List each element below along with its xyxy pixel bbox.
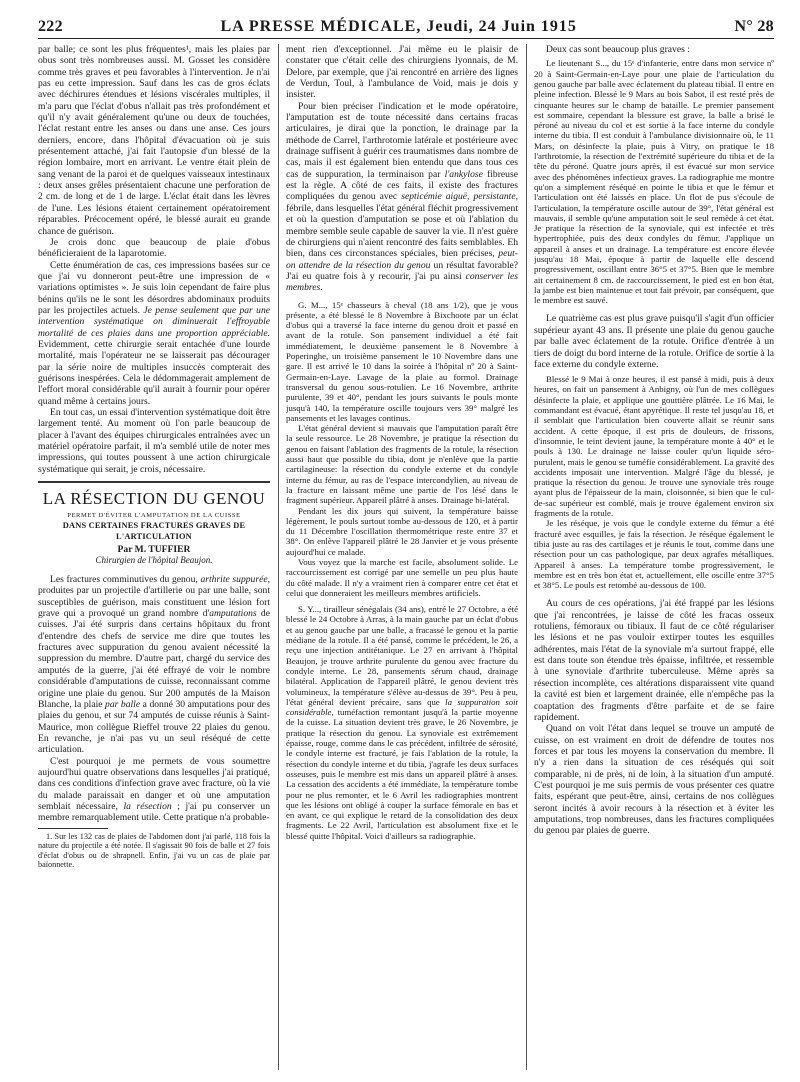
paragraph: Au cours de ces opérations, j'ai été frappé par les lésions que j'ai rencontrées, je laisse de côté les fracas osseux rotuliens, fémoraux ou tibiaux. Il faut de ce côté régulariser les lésions et ne pas vouloir extirper toutes les esquilles adhérentes, mais l'état de la synoviale m'a surtout frappé, elle est dans toute son étendue très épaisse, infiltrée, et ressemble à une synoviale d'arthrite tuberculeuse. Même après sa résection incomplète, ces altérations disparaissent vite quand la cavité est bien et largement drainée, elle n'empêche pas la coaptation des fragments d'être parfaite et de se faire rapidement. — [534, 598, 774, 723]
observation-1: L'état général devient si mauvais que l'amputation paraît être la seule ressource. Le 28 Novembre, je pratique la résection du genou en faisant l'ablation des fragments de la rotule, la résection aussi haut que possible du tibia, dont je n'enlève que la partie cartilagineuse: la résection du condyle externe et du condyle interne du fémur, au ras de l'espace intercondylien, au niveau de la fracture en laissant même une partie de l'os lésé dans le fragment supérieur. Appareil plâtré à anses. Drainage bi-latéral. — [286, 423, 518, 506]
observation-4: Blessé le 9 Mai à onze heures, il est pansé à midi, puis à deux heures, on fait un pansement à Anbigny, où l'un de mes collègues désinfecte la plaie, et applique une gouttière plâtrée. Le 16 Mai, le commandant est évacué, étant apyrétique. Il reste tel jusqu'au 18, et il semblait que l'articulation bien couverte allait se réunir sans accident. A cette époque, il est pris de douleurs, de frissons, d'insomnie, le teint devient jaune, la température monte à 40° et le pouls à 130. Le drainage ne laisse couler qu'un liquide séro-purulent, mais le genou se tuméfie considérablement. La gravité des accidents imposait une intervention. Malgré l'âge du blessé, je pratique la résection du genou. Je trouve une synoviale très rouge ayant plus de l'épaisseur de la main, cloisonnée, si bien que le cul-de-sac supérieur est comblé, mais je trouve également environ six fragments de la rotule. — [534, 374, 774, 519]
paragraph: Deux cas sont beaucoup plus graves : — [546, 44, 690, 55]
author-affiliation: Chirurgien de l'hôpital Beaujon. — [95, 555, 213, 566]
footnote-rule — [38, 828, 108, 829]
article-subtitle-2: DANS CERTAINES FRACTURES GRAVES DE L'ARTICULATION — [62, 521, 246, 542]
column-1 — [38, 44, 270, 1070]
paragraph: Quand on voit l'état dans lequel se trouve un amputé de cuisse, on est vraiment en droit de défendre de toutes nos forces et par tous les moyens la conservation du membre. Il n'y a rien dans la situation de ces réséqués qui soit comparable, ni de près, ni de loin, à la situation d'un amputé. C'est pourquoi je me suis permis de vous présenter ces quatre faits, espérant que peut-être, ainsi, certains de nos collègues seront incités à avoir recours à la résection et à éviter les amputations, trop nombreuses, dans les fractures compliquées du genou par plaies de guerre. — [534, 723, 774, 837]
newspaper-page — [38, 14, 774, 1072]
page-number: 222 — [38, 18, 63, 35]
journal-title: LA PRESSE MÉDICALE, Jeudi, 24 Juin 1915 — [220, 18, 577, 35]
issue-number: N° 28 — [734, 18, 774, 35]
article-title: LA RÉSECTION DU GENOU — [42, 489, 266, 509]
column-3 — [534, 44, 774, 1070]
paragraph: Le quatrième cas est plus grave puisqu'il s'agit d'un officier supérieur ayant 43 ans. Il présente une plaie du genou gauche par balle avec éclatement de la rotule. Orifice d'entrée à un tiers de doigt du bord interne de la rotule. Orifice de sortie à la face externe du condyle externe. — [534, 313, 774, 370]
paragraph: C'est pourquoi je me permets de vous soumettre aujourd'hui quatre observations dans lesquelles j'ai pratiqué, dans ces conditions d'infection grave avec fracture, où la vie du malade paraissait en danger et où une amputation semblait nécessaire, la résection ; j'ai pu conserver un membre remarquablement utile. Cette pratique n'a probable- — [38, 755, 270, 824]
paragraph: ment rien d'exceptionnel. J'ai même eu le plaisir de constater que c'était celle des chirurgiens lyonnais, de M. Delore, par exemple, que j'ai rencontré en arrière des lignes de Verdun, Toul, à l'ambulance de Void, mais je dois y insister. — [286, 44, 518, 101]
article-subtitle: PERMET D'ÉVITER L'AMPUTATION DE LA CUISSE — [67, 512, 241, 520]
footnote: 1. Sur les 132 cas de plaies de l'abdomen dont j'ai parlé, 118 fois la nature du projectile a été notée. Il s'agissait 90 fois de balle et 27 fois d'éclat d'obus ou de shrapnell. Enfin, j'ai vu un cas de plaie par baïonnette. — [38, 831, 270, 870]
article-author: Par M. TUFFIER — [117, 544, 191, 556]
paragraph: En tout cas, un essai d'intervention systématique doit être largement tenté. Au moment où l'on parle beaucoup de placer à l'avant des équipes chirurgicales entraînées avec un matériel opératoire parfait, il m'a semblé utile de noter mes impressions, qui toutes poussent à une action chirurgicale systématique qui serait, je crois, nécessaire. — [38, 407, 270, 475]
paragraph: Cette énumération de cas, ces impressions basées sur ce que j'ai vu donneront peut-être une impression de « variations optimistes ». Je suis loin cependant de faire plus bénins qu'ils ne le sont les désordres abdominaux produits par les projectiles actuels. Je pense seulement que par une intervention systématique on diminuerait l'effroyable mortalité de ces plaies dans une proportion appréciable. Evidemment, cette chirurgie serait entachée d'une lourde mortalité, mais l'opérateur ne se laisserait pas décourager par la série noire de multiples insuccès compterait des guérisons inespérées. Cela le dédommagerait amplement de l'effort moral considérable qu'il aurait à fournir pour opérer quand même à certains jours. — [38, 259, 270, 407]
columns — [38, 44, 774, 1070]
observation-2: S. Y..., tirailleur sénégalais (34 ans), entré le 27 Octobre, a été blessé le 24 Octobre à Arras, à la main gauche par un éclat d'obus et au genou gauche par une balle, a fracassé le genou et la partie médiane de la rotule. Il a été pansé, comme le précédent, le 26, a reçu une injection antitétanique. Le 27 en arrivant à l'hôpital Beaujon, je trouve arthrite purulente du genou avec fracture du condyle interne. Le 28, pansements sérum chaud, drainage bilatéral. Application de l'appareil plâtré, le genou devient très volumineux, la température s'élève au-dessus de 39°. Peu à peu, l'état général devient précaire, sans que la suppuration soit considérable, tuméfaction remontant jusqu'à la partie moyenne de la cuisse. La situation devient très grave, le 26 Novembre, je pratique la résection du genou. La synoviale est extrêmement épaisse, rouge, comme dans le cas précédent, infiltrée de sérosité, le condyle interne est fracturé, je fais l'ablation de la rotule, la résection du condyle interne et du tibia, j'agrafe les deux surfaces osseuses, puis le membre est mis dans un appareil plâtré à anses. La cessation des accidents a été immédiate, la température tombe pour ne plus remonter, et le 6 Avril les radiographies montrent que les lésions ont obligé à couper la surface fémorale en bas et en avant, ce qui explique le retard de la consolidation des deux fragments. Le 22 Avril, l'articulation est absolument fixe et le blessé quitte l'hôpital. Voici d'ailleurs sa radiographie. — [286, 604, 518, 841]
paragraph: Pour bien préciser l'indication et le mode opératoire, l'amputation est de toute nécessité dans certains fracas articulaires, je dirai que la ponction, le drainage par la méthode de Carrel, l'arthrotomie latérale et postérieure avec drainage suffisent à guérir ces traumatismes dans nombre de cas, mais il est également bien entendu que dans tous ces cas de suppuration, la terminaison par l'ankylose fibreuse est la règle. A côté de ces faits, il existe des fractures compliquées du genou avec septicémie aiguë, persistante, fébrile, dans lesquelles l'état général fléchit progressivement et où la question d'amputation se pose et où l'ablation du membre semble seule capable de sauver la vie. Il n'est guère de chirurgiens qui n'aient rencontré des faits semblables. Eh bien, dans ces circonstances spéciales, bien précises, peut-on attendre de la résection du genou un résultat favorable? J'ai eu quatre fois à y recourir, j'ai pu ainsi conserver les membres. — [286, 100, 518, 294]
paragraph: par balle; ce sont les plus fréquentes¹, mais les plaies par obus sont très nombreuses aussi. M. Gosset les considère comme très graves et peu favorables à l'intervention. Je n'ai pas eu cette impression. Sauf dans les cas de gros éclats avec déchirures étendues et lésions viscérales multiples, il m'a paru que l'éclat d'obus n'allait pas très profondément et qu'il n'y avait généralement qu'une ou deux de touchées, l'éclat restant entre les anses ou dans une anse. Ces jours derniers, encore, dans l'hôpital d'évacuation où je suis présentement attaché, j'ai fait l'autopsie d'un blessé de la région lombaire, mort en arrivant. Le ventre était plein de sang venant de la paroi et de quelques vaisseaux intestinaux : deux anses grêles présentaient chacune une perforation de 2 cm. de long et de 1 de large. L'éclat était dans les lèvres de l'une. Les lésions étaient certainement opératoirement réparables. Précocement opéré, le blessé aurait eu grande chance de guérison. — [38, 44, 270, 237]
observation-4: Je les réséque, je vois que le condyle externe du fémur a été fracturé avec esquilles, je fais la résection. Je réséque également le tibia juste au ras des cartilages et je réunis le tout, comme dans une résection pour un cas pathologique, par deux agrafes métalliques. Appareil à anses. La température tombe progressivement, le membre est en très bon état et, actuellement, elle oscille entre 37°5 et 38°5. Le pouls est retombé au-dessous de 100. — [534, 518, 774, 591]
page-header — [38, 14, 774, 39]
paragraph: Les fractures comminutives du genou, arthrite suppurée, produites par un projectile d'artillerie ou par une balle, sont susceptibles de guérison, mais constituent une lésion fort grave qui a provoqué un grand nombre d'amputations de cuisses. J'ai été surpris dans certains hôpitaux du front d'entendre des chefs de service me dire que toutes les fractures avec suppuration du genou avaient nécessité la suppression du membre. D'autre part, chargé du service des amputés de la guerre, j'ai été effrayé de voir le nombre considérable d'amputations de cuisse, reconnaissant comme origine une plaie du genou. Sur 200 amputés de la Maison Blanche, la plaie par balle a donné 30 amputations pour des plaies du genou, et sur 74 amputés de cuisse réunis à Saint-Maurice, mon collègue Rieffel trouve 22 plaies du genou. En revanche, je n'ai pas vu un seul réséqué de cette articulation. — [38, 574, 270, 756]
observation-1: Vous voyez que la marche est facile, absolument solide. Le raccourcissement est corrigé par une semelle un peu plus haute du côté malade. Il n'y a vraiment rien à comparer entre cet état et celui que donneraient les meilleurs membres artificiels. — [286, 556, 518, 598]
paragraph: Je crois donc que beaucoup de plaie d'obus bénéficieraient de la laparotomie. — [38, 236, 270, 260]
observation-1: G. M..., 15ᵉ chasseurs à cheval (18 ans 1/2), que je vous présente, a été blessé le 8 Novembre à Bixchoote par un éclat d'obus qui a traversé la face interne du genou droit et passé en avant de la rotule. Son pansement individuel a été fait immédiatement, le deuxième pansement le 8 Novembre à Poperinghe, un troisième pansement le 10 Novembre dans une gare. Il est arrivé le 10 dans la soirée à l'hôpital nº 20 à Saint-Germain-en-Laye. Lavage de la plaie au formol. Drainage transversal du genou sous-rotulien. Le 16 Novembre, arthrite purulente, 39 et 40°, pendant les jours suivants le pouls monte jusqu'à 140, la température oscille toujours vers 39° malgré les pansements et les lavages continus. — [286, 299, 518, 423]
observation-1: Pendant les dix jours qui suivent, la température baisse légèrement, le pouls surtout tombe au-dessous de 120, et à partir du 11 Décembre l'oscillation thermométrique reste entre 37 et 38°. On enlève l'appareil plâtré le 28 Janvier et je vous présente aujourd'hui ce malade. — [286, 505, 518, 557]
column-2 — [286, 44, 518, 1070]
observation-3: Le lieutenant S..., du 15ᵉ d'infanterie, entre dans mon service nº 20 à Saint-Germain-en-Laye pour une plaie de l'articulation du genou gauche par balle avec éclatement du plateau tibial. Il entre en pleine infection. Blessé le 9 Mars au bois Sabot, il est resté près de cinquante heures sur le champ de bataille. Le premier pansement est sommaire, cependant la blessure est grave, la balle a brisé le péroné au niveau du col et est sortie à la face interne du condyle interne du tibia. Il est conduit à l'ambulance divisionnaire où, le 11 Mars, on désinfecte la plaie, puis à Vitry, on pratique le 18 l'arthrotomie, la résection de l'extrémité supérieure du tibia et de la tête du péroné. Quatre jours après, il est évacué sur mon service avec des phénomènes infectieux graves. La radiographie me montre qu'on a simplement réséqué en pointe le tibia et que le fémur et l'articulation ont été laissés en place. Un flot de pus s'écoule de l'articulation, la température oscille autour de 39°, l'état général est mauvais, il semble qu'une amputation soit le seul remède à cet état. Je pratique la résection de la synoviale, qui est infectée et très hypertrophiée, puis des deux condyles du fémur. J'applique un appareil à anses et un drainage. La température est encore élevée jusqu'au 18 Mai, époque à partir de laquelle elle descend progressivement, oscillant entre 36°5 et 37°5. Bien que le membre ait certainement 8 cm. de raccourcissement, le pied est en bon état, la jambe est bien maintenue et tout fait prévoir, par conséquent, que le membre est sauvé. — [534, 58, 774, 306]
section-divider — [38, 481, 270, 483]
